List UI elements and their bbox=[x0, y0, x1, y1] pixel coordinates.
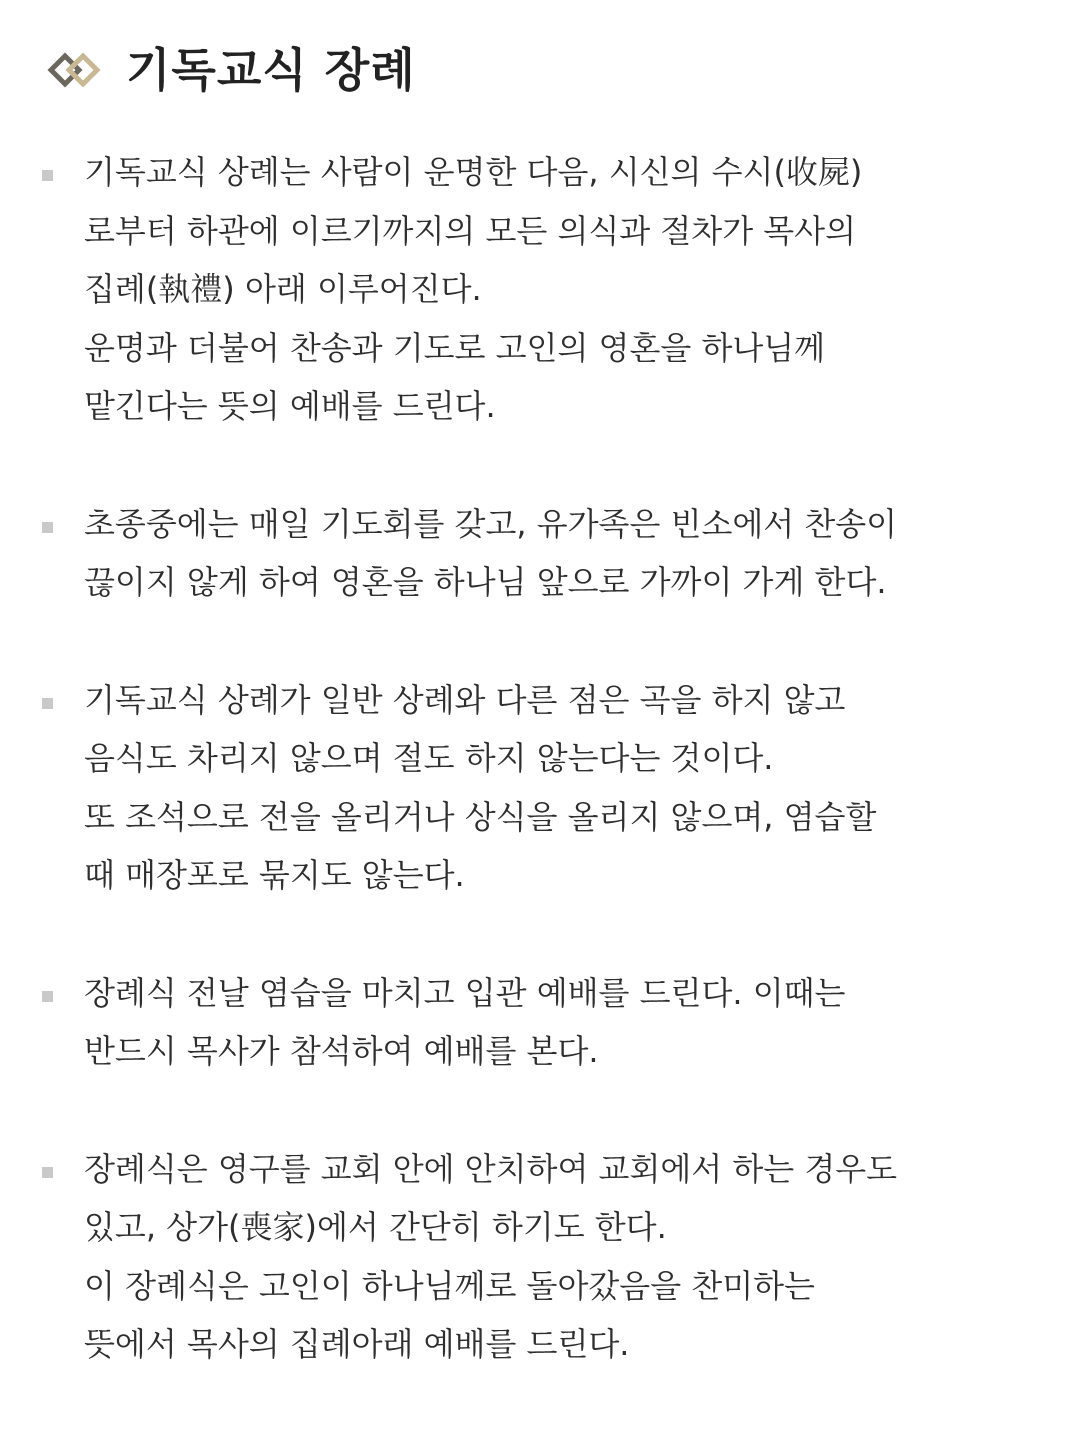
paragraph-line: 또 조석으로 전을 올리거나 상식을 올리지 않으며, 염습할 bbox=[84, 797, 877, 836]
paragraph-line: 기독교식 상례가 일반 상례와 다른 점은 곡을 하지 않고 bbox=[84, 680, 846, 719]
paragraph-line: 있고, 상가(喪家)에서 간단히 하기도 한다. bbox=[84, 1208, 667, 1246]
section-4 bbox=[0, 964, 1079, 1081]
paragraph-line: 반드시 목사가 참석하여 예배를 본다. bbox=[84, 1032, 599, 1070]
section-2 bbox=[0, 495, 1079, 612]
header bbox=[46, 38, 416, 102]
paragraph-line: 기독교식 상례는 사람이 운명한 다음, 시신의 수시(收屍) bbox=[84, 153, 863, 191]
section-3 bbox=[0, 671, 1079, 905]
square-bullet-icon bbox=[42, 1167, 53, 1178]
page-title: 기독교식 장례 bbox=[126, 43, 416, 97]
paragraph-line: 맡긴다는 뜻의 예배를 드린다. bbox=[84, 387, 496, 425]
square-bullet-icon bbox=[42, 698, 53, 709]
double-diamond-icon bbox=[46, 50, 106, 90]
paragraph-line: 장례식 전날 염습을 마치고 입관 예배를 드린다. 이때는 bbox=[84, 973, 846, 1012]
square-bullet-icon bbox=[42, 522, 53, 533]
paragraph-line: 이 장례식은 고인이 하나님께로 돌아갔음을 찬미하는 bbox=[84, 1266, 815, 1305]
section-1 bbox=[0, 143, 1079, 436]
paragraph-line: 끊이지 않게 하여 영혼을 하나님 앞으로 가까이 가게 한다. bbox=[84, 563, 887, 601]
paragraph-line: 음식도 차리지 않으며 절도 하지 않는다는 것이다. bbox=[84, 739, 774, 777]
paragraph-line: 집례(執禮) 아래 이루어진다. bbox=[84, 270, 482, 308]
square-bullet-icon bbox=[42, 170, 53, 181]
square-bullet-icon bbox=[42, 991, 53, 1002]
paragraph-line: 뜻에서 목사의 집례아래 예배를 드린다. bbox=[84, 1325, 630, 1363]
paragraph-line: 초종중에는 매일 기도회를 갖고, 유가족은 빈소에서 찬송이 bbox=[84, 504, 898, 543]
paragraph-line: 운명과 더불어 찬송과 기도로 고인의 영혼을 하나님께 bbox=[84, 328, 826, 367]
paragraph-line: 로부터 하관에 이르기까지의 모든 의식과 절차가 목사의 bbox=[84, 211, 857, 250]
content bbox=[0, 143, 1079, 1433]
paragraph-line: 때 매장포로 묶지도 않는다. bbox=[84, 856, 465, 894]
paragraph-line: 장례식은 영구를 교회 안에 안치하여 교회에서 하는 경우도 bbox=[84, 1149, 898, 1188]
section-5 bbox=[0, 1140, 1079, 1374]
